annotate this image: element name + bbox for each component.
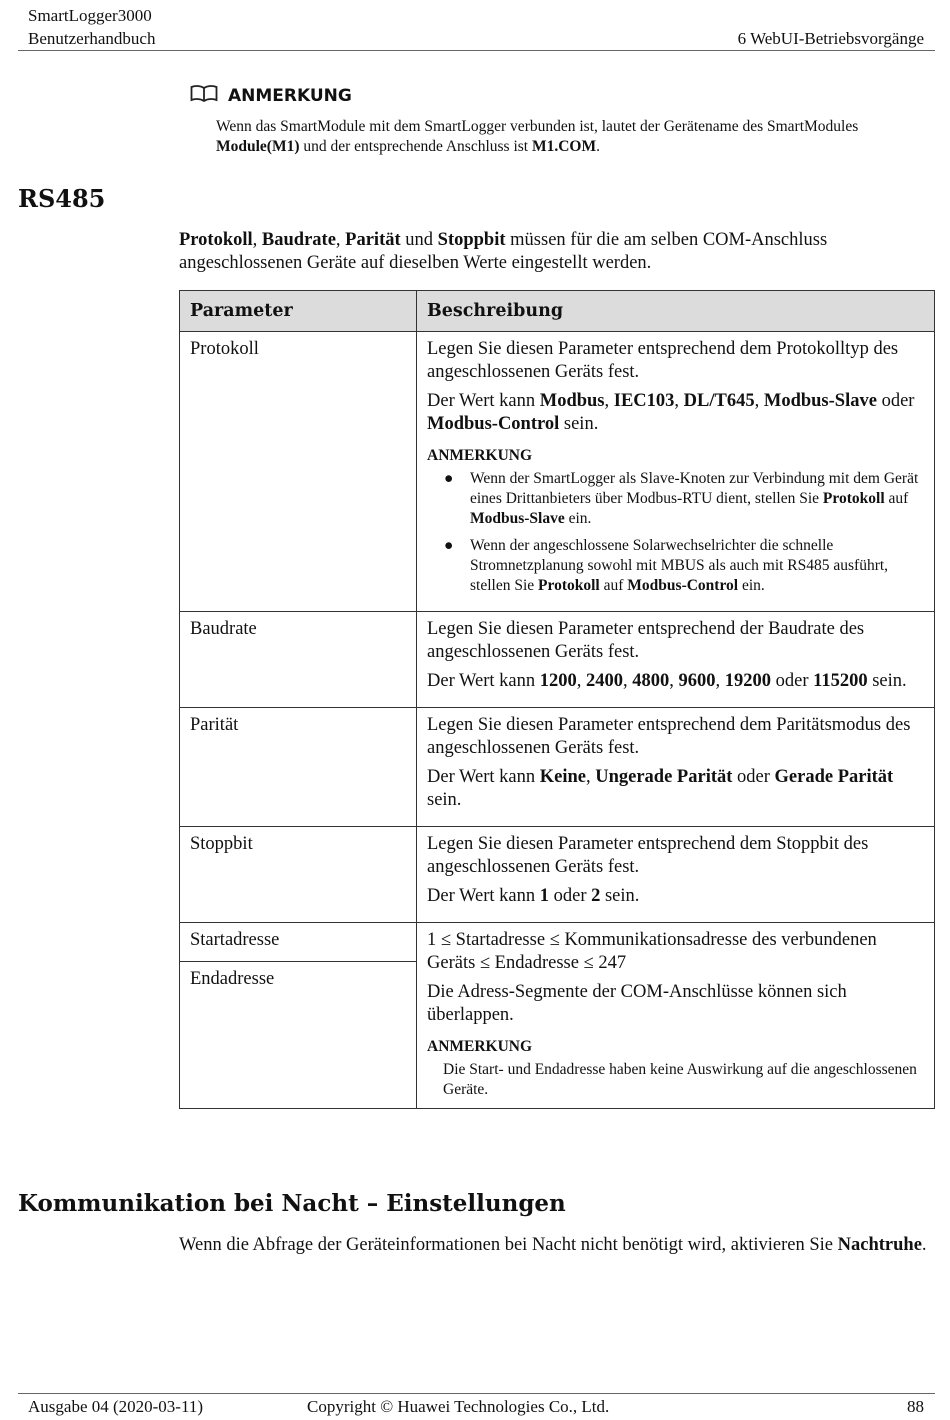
note-body-top: Wenn das SmartModule mit dem SmartLogger verbunden ist, lautet der Gerätename des SmartModules Module(M1) und der entsprechende Anschluss ist M1.COM. [216,118,859,155]
night-paragraph: Wenn die Abfrage der Geräteinformationen bei Nacht nicht benötigt wird, aktivieren Sie Nachtruhe. [179,1235,927,1255]
column-header-description: Beschreibung [417,291,935,332]
header-divider [18,50,935,51]
param-name: Startadresse [180,923,417,962]
param-description [417,332,935,612]
rs485-intro-paragraph: Protokoll, Baudrate, Parität und Stoppbit müssen für die am selben COM-Anschluss angeschlossenen Geräte auf dieselben Werte eingestellt werden. [179,230,828,273]
table-row-startadresse [180,923,935,962]
list-item: ● Wenn der angeschlossene Solarwechselrichter die schnelle Stromnetzplanung sowohl mit MBUS als auch mit RS485 ausführt, stellen Sie Protokoll auf Modbus-Control ein. [444,537,889,594]
param-description [417,923,935,1109]
note-list [427,469,924,596]
note-heading: ANMERKUNG [427,1038,533,1055]
section-heading-night: Kommunikation bei Nacht – Einstellungen [18,1190,566,1217]
param-name: Protokoll [180,332,417,612]
note-label: ANMERKUNG [228,85,352,106]
footer-copyright: Copyright © Huawei Technologies Co., Ltd. [307,1397,610,1416]
param-name: Endadresse [180,962,417,1109]
value-options: Der Wert kann 1200, 2400, 4800, 9600, 19200 oder 115200 sein. [427,671,907,691]
table-header-row [180,291,935,332]
description-text: Legen Sie diesen Parameter entsprechend dem Paritätsmodus des angeschlossenen Geräts fest. [427,715,911,758]
description-text: 1 ≤ Startadresse ≤ Kommunikationsadresse des verbundenen Geräts ≤ Endadresse ≤ 247 [427,930,877,973]
table-row-baudrate [180,612,935,708]
description-text: Legen Sie diesen Parameter entsprechend dem Stoppbit des angeschlossenen Geräts fest. [427,834,869,877]
column-header-parameter: Parameter [180,291,417,332]
bullet-icon: ● [444,470,454,487]
footer-divider [18,1393,935,1394]
table-row-stoppbit [180,827,935,923]
bullet-icon: ● [444,537,454,554]
value-options: Der Wert kann 1 oder 2 sein. [427,886,640,906]
footer-issue: Ausgabe 04 (2020-03-11) [28,1397,203,1416]
table-row-paritaet [180,708,935,827]
section-heading-rs485: RS485 [18,184,106,213]
value-options: Der Wert kann Keine, Ungerade Parität oder Gerade Parität sein. [427,767,894,810]
value-options: Der Wert kann Modbus, IEC103, DL/T645, Modbus-Slave oder Modbus-Control sein. [427,391,915,434]
note-heading: ANMERKUNG [427,447,533,464]
param-description [417,708,935,827]
footer-page-number: 88 [907,1397,924,1416]
param-description [417,827,935,923]
description-text: Legen Sie diesen Parameter entsprechend der Baudrate des angeschlossenen Geräts fest. [427,619,865,662]
description-text: Legen Sie diesen Parameter entsprechend dem Protokolltyp des angeschlossenen Geräts fest. [427,339,899,382]
param-description [417,612,935,708]
param-name: Stoppbit [180,827,417,923]
header-manual-title: Benutzerhandbuch [28,29,156,48]
param-name: Baudrate [180,612,417,708]
param-name: Parität [180,708,417,827]
note-text: Die Start- und Endadresse haben keine Auswirkung auf die angeschlossenen Geräte. [443,1061,917,1098]
description-text: Die Adress-Segmente der COM-Anschlüsse können sich überlappen. [427,982,847,1025]
note-heading-top [190,84,352,107]
parameter-table [179,290,935,1109]
list-item: ● Wenn der SmartLogger als Slave-Knoten zur Verbindung mit dem Gerät eines Drittanbieters über Modbus-RTU dient, stellen Sie Protokoll auf Modbus-Slave ein. [444,470,919,527]
header-chapter: 6 WebUI-Betriebsvorgänge [737,29,924,48]
table-row-protokoll [180,332,935,612]
book-icon [190,84,218,107]
header-product: SmartLogger3000 [28,6,152,25]
